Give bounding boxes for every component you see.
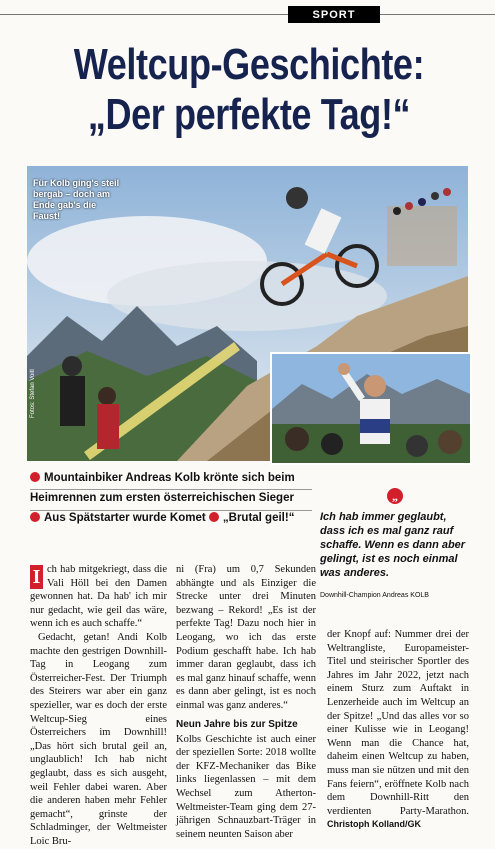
quote-author: Downhill-Champion Andreas KOLB <box>320 592 429 599</box>
article-subheading: Neun Jahre bis zur Spitze <box>176 718 298 730</box>
section-label: SPORT <box>288 6 380 23</box>
bullet-text-4: „Brutal geil!“ <box>222 512 295 524</box>
bullet-divider <box>30 510 312 511</box>
bullet-line-2 <box>30 488 312 508</box>
bullet-dot-icon <box>30 472 40 482</box>
bullet-text-2: Heimrennen zum ersten österreichischen Sieger <box>30 492 294 504</box>
pull-quote <box>320 488 470 599</box>
quote-icon: „ <box>387 488 403 504</box>
bullet-line-3 <box>30 508 312 528</box>
bullet-dot-icon <box>30 512 40 522</box>
teaser-bullets <box>30 468 312 528</box>
author-byline: Christoph Kolland/GK <box>327 819 421 830</box>
drop-cap: I <box>30 565 43 589</box>
article-paragraph: Kolbs Geschichte ist auch einer der speziellen Sorte: 2018 wollte der KFZ-Mechaniker das Bike links liegenlassen – mit dem Wechsel zum Atherton-Weltmeister-Team ging dem 27-jährigen Schnauzbart-Träger in seinem neunten Saison aber <box>176 733 316 840</box>
inset-photo-celebration <box>270 352 472 465</box>
headline-line-2: „Der perfekte Tag!“ <box>87 90 411 139</box>
top-rule <box>0 14 495 15</box>
article-paragraph: der Knopf auf: Nummer drei der Weltrangliste, Europameister-Titel und steirischer Sportler des Jahres im Jahr 2022, jetzt nach einem Sturz zum Auftakt in Lenzerheide auch im Weltcup an der Spitze! „Und das alles vor so einer Kulisse wie in Leogang! Wenn man die Chance hat, daheim einen Weltcup zu haben, muss man sie nützen und mit den Fans feiern“, eröffnete Kolb nach dem Downhill-Ritt den verdienten Party-Marathon. <box>327 629 469 817</box>
headline-line-1: Weltcup-Geschichte: <box>73 40 425 89</box>
bullet-text-3: Aus Spätstarter wurde Komet <box>44 512 206 524</box>
photo-caption: Für Kolb ging's steil bergab – doch am Ende gab's die Faust! <box>33 178 120 221</box>
bullet-line-1 <box>30 468 312 488</box>
bullet-dot-icon <box>209 512 219 522</box>
article-paragraph: ch hab mitgekriegt, dass die Vali Höll bei den Damen gewonnen hat. Da hab' ich mir nur gedacht, wie geil das wäre, wenn ich es auch schaffe.“ <box>30 564 167 630</box>
article-column-2 <box>176 563 316 841</box>
article-column-3 <box>327 628 469 832</box>
article-paragraph: ni (Fra) um 0,7 Sekunden abhängte und als Einziger die Strecke unter drei Minuten bezwang – Rekord! „Es ist der perfekte Tag! Dazu noch hier in Leogang, wo ich das erste Podium geschafft habe. Ich hab immer daran geglaubt, dass ich es mal ganz hinauf schaffe, wenn es dann aber gelingt, ist es noch einmal was ganz anderes.“ <box>176 564 316 711</box>
bullet-divider <box>30 489 312 490</box>
article-column-1 <box>30 563 167 848</box>
headline <box>56 40 441 140</box>
quote-text: Ich hab immer geglaubt, dass ich es mal ganz rauf schaffe. Wenn es dann aber gelingt, ist es noch einmal was anderes. <box>320 511 466 579</box>
bullet-text-1: Mountainbiker Andreas Kolb krönte sich beim <box>44 472 295 484</box>
photo-credit: Fotos: Stefan Voitl <box>30 369 36 418</box>
article-paragraph: Gedacht, getan! Andi Kolb machte den gestrigen Downhill-Tag in Leogang zum Österreicher-Fest. Der Triumph des Steirers war aber ein ganz spezieller, war es doch der erste Weltcup-Sieg eines Österreichers im Downhill! „Das hört sich brutal geil an, unglaublich! Ich hab nicht geglaubt, dass es sich ausgeht, weil Fehler dabei waren. Aber die anderen haben mehr Fehler gemacht“, grinste der Schladminger, der Weltmeister Loic Bru- <box>30 631 167 847</box>
